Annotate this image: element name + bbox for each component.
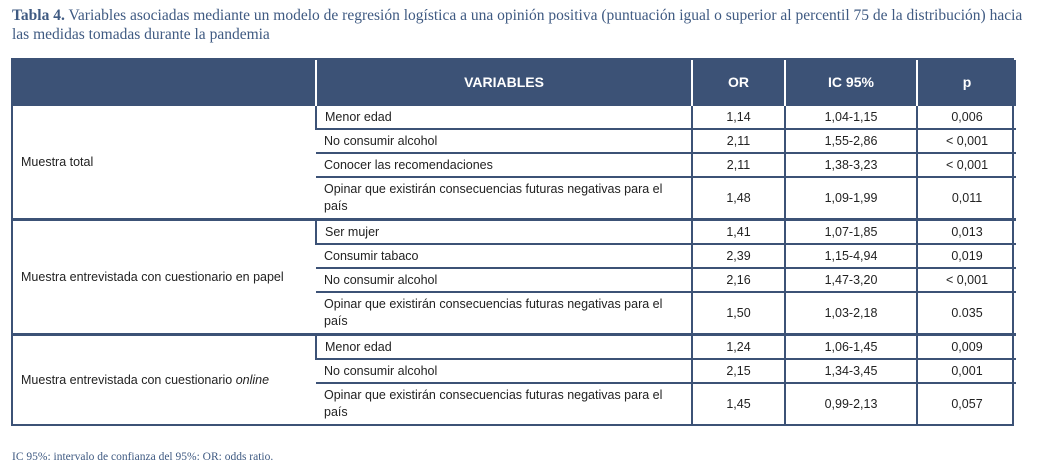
header-p: p — [917, 60, 1016, 105]
or-cell: 1,24 — [692, 335, 785, 360]
group-name: Muestra total — [13, 105, 316, 220]
group-name-italic: online — [235, 372, 270, 387]
p-cell: 0,057 — [917, 383, 1016, 424]
caption-label: Tabla 4. — [12, 7, 65, 24]
table-row — [13, 105, 1016, 129]
ic-cell: 1,07-1,85 — [785, 220, 917, 245]
p-cell: 0.035 — [917, 292, 1016, 335]
p-cell: 0,013 — [917, 220, 1016, 245]
variable-cell: Consumir tabaco — [316, 244, 692, 268]
group-name — [13, 335, 316, 425]
header-group — [13, 60, 316, 105]
variable-cell: Opinar que existirán consecuencias futuras negativas para el país — [316, 177, 692, 220]
table-footnote: IC 95%: intervalo de confianza del 95%: OR: odds ratio. — [12, 451, 274, 463]
or-cell: 2,39 — [692, 244, 785, 268]
table-row — [13, 220, 1016, 245]
results-table — [11, 58, 1014, 426]
p-cell: 0,009 — [917, 335, 1016, 360]
or-cell: 2,15 — [692, 359, 785, 383]
or-cell: 2,11 — [692, 153, 785, 177]
table-row — [13, 335, 1016, 360]
group-name: Muestra entrevistada con cuestionario en papel — [13, 220, 316, 335]
variable-cell: Conocer las recomendaciones — [316, 153, 692, 177]
ic-cell: 1,34-3,45 — [785, 359, 917, 383]
ic-cell: 1,15-4,94 — [785, 244, 917, 268]
ic-cell: 1,04-1,15 — [785, 105, 917, 129]
header-or: OR — [692, 60, 785, 105]
header-variables: VARIABLES — [316, 60, 692, 105]
variable-cell: Opinar que existirán consecuencias futuras negativas para el país — [316, 292, 692, 335]
p-cell: < 0,001 — [917, 129, 1016, 153]
p-cell: < 0,001 — [917, 153, 1016, 177]
variable-cell: No consumir alcohol — [316, 268, 692, 292]
table-caption — [12, 6, 1032, 44]
ic-cell: 1,03-2,18 — [785, 292, 917, 335]
or-cell: 1,50 — [692, 292, 785, 335]
ic-cell: 0,99-2,13 — [785, 383, 917, 424]
header-row — [13, 60, 1016, 105]
p-cell: 0,011 — [917, 177, 1016, 220]
variable-cell: No consumir alcohol — [316, 129, 692, 153]
variable-cell: No consumir alcohol — [316, 359, 692, 383]
variable-cell: Opinar que existirán consecuencias futuras negativas para el país — [316, 383, 692, 424]
p-cell: 0,019 — [917, 244, 1016, 268]
variable-cell: Menor edad — [316, 105, 692, 129]
header-ic: IC 95% — [785, 60, 917, 105]
group-name-text: Muestra entrevistada con cuestionario — [21, 372, 236, 387]
or-cell: 1,41 — [692, 220, 785, 245]
p-cell: 0,006 — [917, 105, 1016, 129]
or-cell: 1,14 — [692, 105, 785, 129]
ic-cell: 1,09-1,99 — [785, 177, 917, 220]
caption-text: Variables asociadas mediante un modelo de regresión logística a una opinión positiva (puntuación igual o superior al percentil 75 de la distribución) hacia las medidas tomadas durante la pandemia — [12, 7, 1023, 43]
ic-cell: 1,55-2,86 — [785, 129, 917, 153]
variable-cell: Menor edad — [316, 335, 692, 360]
p-cell: < 0,001 — [917, 268, 1016, 292]
or-cell: 1,48 — [692, 177, 785, 220]
p-cell: 0,001 — [917, 359, 1016, 383]
or-cell: 2,16 — [692, 268, 785, 292]
ic-cell: 1,06-1,45 — [785, 335, 917, 360]
or-cell: 2,11 — [692, 129, 785, 153]
ic-cell: 1,38-3,23 — [785, 153, 917, 177]
ic-cell: 1,47-3,20 — [785, 268, 917, 292]
or-cell: 1,45 — [692, 383, 785, 424]
variable-cell: Ser mujer — [316, 220, 692, 245]
